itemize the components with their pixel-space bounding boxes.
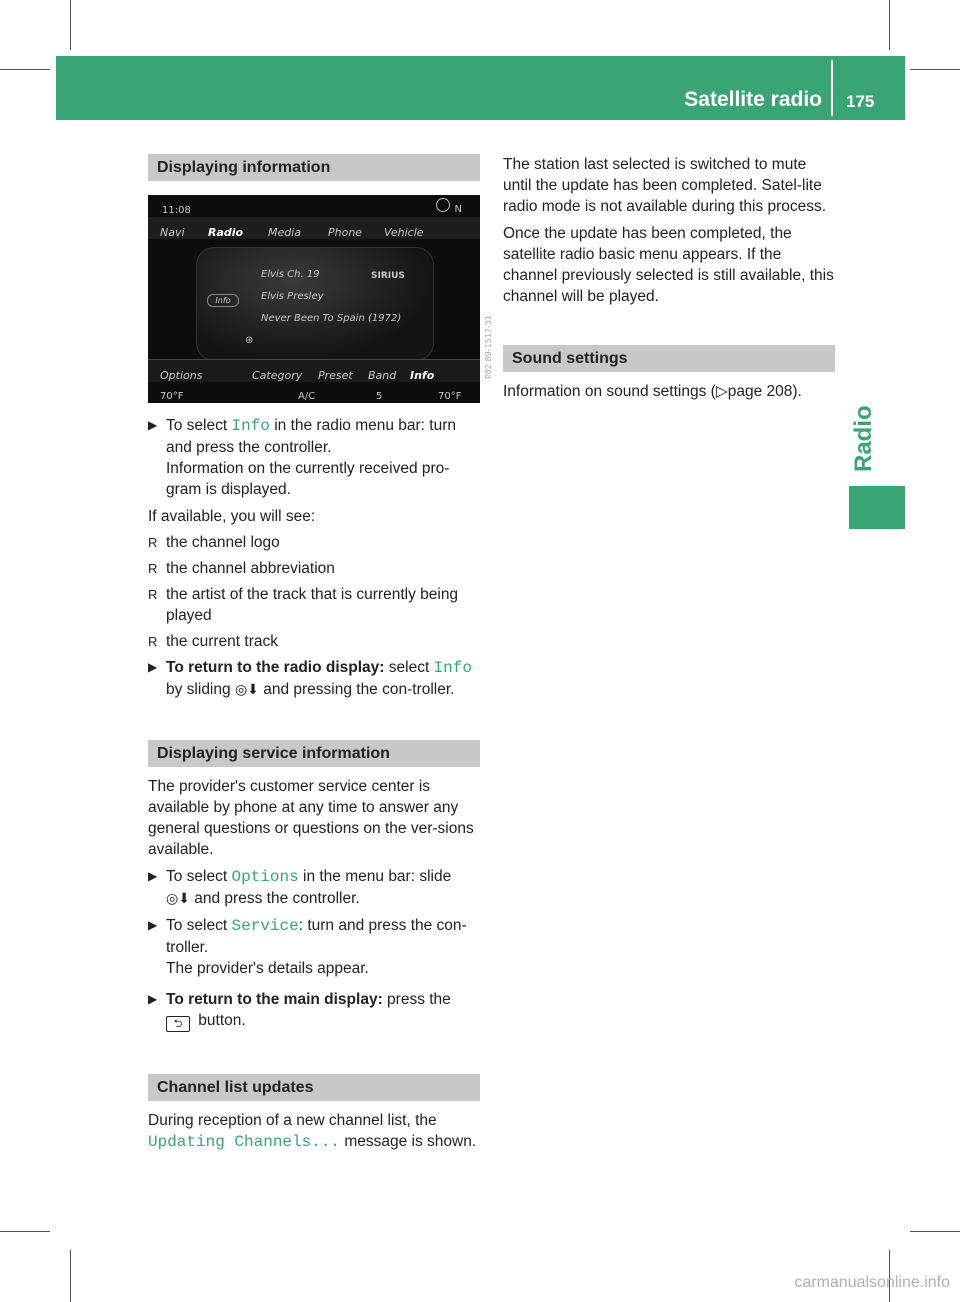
controller-slide-icon: ◎⬇ — [166, 890, 190, 906]
screen-status-bar — [148, 195, 480, 217]
step-result: The provider's details appear. — [166, 960, 369, 977]
crop-mark — [910, 1231, 960, 1232]
step-arrow-icon: ▶ — [148, 418, 158, 432]
step-select-service: ▶ To select Service: turn and press the con-troller. The provider's details appear. — [148, 915, 480, 979]
screen-climate-ac: A/C — [298, 391, 316, 402]
screen-bottom-band: Band — [368, 369, 397, 382]
screen-bottom-menu — [148, 359, 480, 382]
screen-channel-logo: SIRIUS — [371, 271, 405, 281]
list-item: R the current track — [148, 633, 278, 650]
step-return-main-display: ▶ To return to the main display: press the ⮌ button. — [148, 991, 451, 1030]
screen-bottom-preset: Preset — [318, 369, 353, 382]
section-heading-channel-list-updates: Channel list updates — [148, 1074, 480, 1101]
page-number: 175 — [846, 92, 875, 111]
bullet-icon: R — [148, 587, 158, 602]
section-heading-service-information: Displaying service information — [148, 740, 480, 767]
step-arrow-icon: ▶ — [148, 869, 158, 883]
crop-mark — [0, 69, 50, 70]
screen-info-pill: Info — [207, 294, 239, 307]
screen-clock: 11:08 — [162, 205, 191, 216]
channel-list-body: During reception of a new channel list, the Updating Channels... message is shown. — [148, 1112, 477, 1151]
step-arrow-icon: ▶ — [148, 918, 158, 932]
side-tab-block — [849, 486, 905, 529]
mute-paragraph: The station last selected is switched to mute until the update has been completed. Satel-lite radio mode is not available during this process. — [503, 156, 827, 215]
power-icon — [436, 198, 450, 212]
screen-menu-bar — [148, 217, 480, 239]
page-reference-link[interactable]: page 208 — [727, 383, 793, 400]
crop-mark — [70, 0, 71, 50]
page-title: Satellite radio — [684, 88, 822, 111]
screen-menu-vehicle: Vehicle — [384, 226, 424, 239]
list-item: R the channel abbreviation — [148, 560, 335, 577]
screen-climate-left: 70°F — [160, 391, 184, 402]
screen-info-panel — [196, 247, 434, 361]
bullet-icon: R — [148, 634, 158, 649]
screen-bottom-category: Category — [252, 369, 303, 382]
crop-mark — [910, 69, 960, 70]
step-select-info: ▶ To select Info in the radio menu bar: turn and press the controller. Information on the currently received pro-gram is displayed. — [148, 415, 480, 500]
step-arrow-icon: ▶ — [148, 660, 158, 674]
page-reference-arrow-icon: ▷ — [715, 383, 728, 400]
radio-screenshot — [148, 195, 493, 403]
update-complete-paragraph: Once the update has been completed, the satellite radio basic menu appears. If the channel previously selected is still available, this channel will be played. — [503, 225, 834, 305]
screen-menu-radio: Radio — [208, 226, 244, 239]
image-code: P82.89-1517-31 — [484, 315, 493, 380]
screen-bottom-info: Info — [410, 369, 435, 382]
side-tab-label: Radio — [850, 405, 877, 472]
screen-menu-navi: Navi — [160, 226, 185, 239]
bullet-icon: R — [148, 561, 158, 576]
intro-text: If available, you will see: — [148, 508, 316, 525]
step-arrow-icon: ▶ — [148, 992, 158, 1006]
screen-climate-fan: 5 — [376, 391, 383, 402]
right-column — [503, 154, 835, 402]
screen-climate-bar — [148, 381, 480, 403]
screen-track-line: Never Been To Spain (1972) — [261, 313, 402, 324]
list-item: R the artist of the track that is currently being played — [148, 586, 459, 624]
screen-climate-right: 70°F — [438, 391, 462, 402]
crop-mark — [70, 1250, 71, 1302]
service-body: The provider's customer service center is available by phone at any time to answer any general questions or questions on the ver-sions available. — [148, 778, 474, 858]
step-result: Information on the currently received pro-gram is displayed. — [166, 460, 450, 498]
controller-slide-icon: ◎⬇ — [234, 681, 259, 697]
screen-status-letter: N — [454, 204, 462, 215]
left-column — [148, 154, 493, 1153]
watermark: carmanualsonline.info — [794, 1274, 950, 1291]
section-heading-sound-settings: Sound settings — [503, 345, 835, 372]
screen-menu-media: Media — [268, 226, 302, 239]
back-button-icon: ⮌ — [166, 1016, 190, 1032]
section-heading-displaying-information: Displaying information — [148, 154, 480, 181]
screen-artist-line: Elvis Presley — [261, 291, 324, 302]
crop-mark — [889, 0, 890, 50]
step-return-radio-display: ▶ To return to the radio display: select Info by sliding ◎⬇ and pressing the con-troller. — [148, 659, 472, 698]
crop-mark — [0, 1231, 50, 1232]
screen-channel-line: Elvis Ch. 19 — [261, 269, 320, 280]
screen-menu-phone: Phone — [328, 226, 363, 239]
sound-settings-body: Information on sound settings (▷page 208). — [503, 383, 802, 400]
bullet-icon: R — [148, 535, 158, 550]
screen-settings-icon: ⊛ — [245, 335, 254, 346]
list-item: R the channel logo — [148, 534, 280, 551]
header-divider — [831, 60, 833, 116]
screen-bottom-options: Options — [160, 369, 203, 382]
step-select-options: ▶ To select Options in the menu bar: slide ◎⬇ and press the controller. — [148, 868, 452, 907]
